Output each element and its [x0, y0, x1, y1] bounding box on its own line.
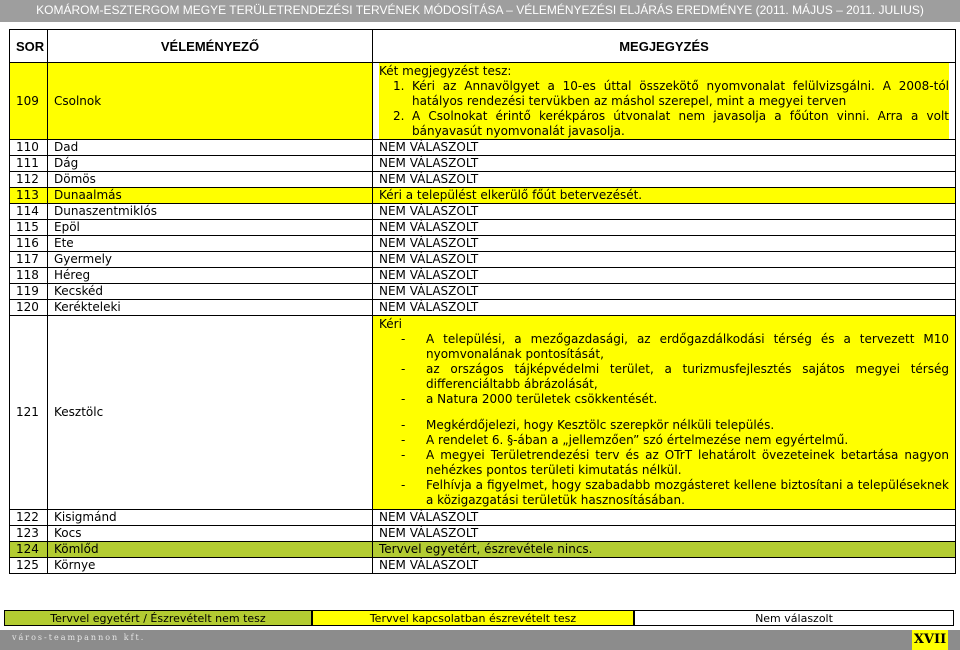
row-name: Dömös [48, 172, 373, 188]
row-name: Csolnok [48, 63, 373, 140]
comment-intro: Kéri [379, 317, 402, 331]
table-row [10, 252, 956, 268]
table-row [10, 284, 956, 300]
list-item: - Megkérdőjelezi, hogy Kesztölc szerepkör nélküli település. [401, 418, 775, 432]
table-row [10, 300, 956, 316]
row-number: 124 [10, 542, 48, 558]
list-item: 1. Kéri az Annavölgyet a 10-es úttal összekötő nyomvonalat felülvizsgálni. A 2008-tól hatályos rendezési tervükben az máshol szerepel, mint a megyei terven [393, 79, 949, 108]
row-comment: Tervvel egyetért, észrevétele nincs. [373, 542, 956, 558]
table-row [10, 236, 956, 252]
row-comment: Kéri a települést elkerülő főút betervezését. [373, 188, 956, 204]
row-number: 113 [10, 188, 48, 204]
row-number: 123 [10, 526, 48, 542]
row-comment: NEM VÁLASZOLT [373, 300, 956, 316]
row-name: Ete [48, 236, 373, 252]
table-row [10, 172, 956, 188]
row-comment: NEM VÁLASZOLT [373, 236, 956, 252]
row-comment [373, 63, 956, 140]
list-item: 2. A Csolnokat érintő kerékpáros útvonalat nem javasolja a főúton vinni. Arra a volt bányavasút nyomvonalát javasolja. [393, 109, 949, 138]
row-comment: NEM VÁLASZOLT [373, 268, 956, 284]
row-comment: NEM VÁLASZOLT [373, 252, 956, 268]
row-number: 119 [10, 284, 48, 300]
row-number: 120 [10, 300, 48, 316]
row-number: 110 [10, 140, 48, 156]
table-row [10, 316, 956, 510]
row-name: Kisigmánd [48, 510, 373, 526]
table-header-row [10, 30, 956, 63]
row-name: Kömlőd [48, 542, 373, 558]
row-name: Kecskéd [48, 284, 373, 300]
legend-white: Nem válaszolt [634, 610, 954, 626]
comment-list [379, 332, 949, 407]
col-header-megjegyzes: MEGJEGYZÉS [373, 30, 956, 63]
comment-list [379, 79, 949, 139]
table-row [10, 542, 956, 558]
row-number: 118 [10, 268, 48, 284]
row-number: 111 [10, 156, 48, 172]
table-row [10, 220, 956, 236]
row-name: Kocs [48, 526, 373, 542]
color-legend [4, 610, 954, 626]
row-name: Környe [48, 558, 373, 574]
col-header-sor: SOR [10, 30, 48, 63]
row-number: 122 [10, 510, 48, 526]
table-row [10, 510, 956, 526]
row-number: 116 [10, 236, 48, 252]
row-comment: NEM VÁLASZOLT [373, 204, 956, 220]
row-name: Dág [48, 156, 373, 172]
row-comment: NEM VÁLASZOLT [373, 156, 956, 172]
list-item: - a Natura 2000 területek csökkentését. [401, 392, 658, 406]
row-comment: NEM VÁLASZOLT [373, 172, 956, 188]
table-row [10, 156, 956, 172]
document-title: KOMÁROM-ESZTERGOM MEGYE TERÜLETRENDEZÉSI TERVÉNEK MÓDOSÍTÁSA – VÉLEMÉNYEZÉSI ELJÁRÁS EREDMÉNYE (2011. MÁJUS – 2011. JULIUS) [36, 3, 924, 17]
row-name: Kerékteleki [48, 300, 373, 316]
list-item: - Felhívja a figyelmet, hogy szabadabb mozgásteret kellene biztosítani a településeknek a közigazgatási területük hasznosításában. [401, 478, 949, 507]
row-name: Héreg [48, 268, 373, 284]
document-header-bar [0, 0, 960, 22]
row-comment: NEM VÁLASZOLT [373, 558, 956, 574]
company-brand: város-teampannon kft. [12, 633, 146, 642]
legend-green: Tervvel egyetért / Észrevételt nem tesz [4, 610, 312, 626]
row-comment: NEM VÁLASZOLT [373, 140, 956, 156]
list-item: - A rendelet 6. §-ában a „jellemzően” szó értelmezése nem egyértelmű. [401, 433, 849, 447]
row-name: Kesztölc [48, 316, 373, 510]
row-name: Dunaszentmiklós [48, 204, 373, 220]
list-item: - A megyei Területrendezési terv és az OTrT lehatárolt övezeteinek betartása nagyon nehézkes pontos területi kimutatás nélkül. [401, 448, 949, 477]
row-number: 115 [10, 220, 48, 236]
page-footer [0, 630, 960, 650]
table-row [10, 268, 956, 284]
col-header-velemenyezo: VÉLEMÉNYEZŐ [48, 30, 373, 63]
row-number: 114 [10, 204, 48, 220]
page-number: XVII [912, 630, 948, 650]
table-row [10, 526, 956, 542]
row-name: Gyermely [48, 252, 373, 268]
legend-yellow: Tervvel kapcsolatban észrevételt tesz [312, 610, 634, 626]
table-row [10, 188, 956, 204]
row-name: Dad [48, 140, 373, 156]
row-comment: NEM VÁLASZOLT [373, 526, 956, 542]
row-number: 125 [10, 558, 48, 574]
row-comment: NEM VÁLASZOLT [373, 510, 956, 526]
row-number: 109 [10, 63, 48, 140]
list-item: - A települési, a mezőgazdasági, az erdőgazdálkodási térség és a tervezett M10 nyomvonalának pontosítását, [401, 332, 949, 361]
opinions-table [9, 29, 956, 574]
row-comment: NEM VÁLASZOLT [373, 284, 956, 300]
row-name: Epöl [48, 220, 373, 236]
row-number: 117 [10, 252, 48, 268]
table-row [10, 140, 956, 156]
row-comment [373, 316, 956, 510]
comment-intro: Két megjegyzést tesz: [379, 64, 512, 78]
row-comment: NEM VÁLASZOLT [373, 220, 956, 236]
row-number: 121 [10, 316, 48, 510]
list-item: - az országos tájképvédelmi terület, a turizmusfejlesztés sajátos megyei térség differenciáltabb ábrázolását, [401, 362, 949, 391]
comment-list [379, 418, 949, 508]
row-name: Dunaalmás [48, 188, 373, 204]
table-row [10, 558, 956, 574]
table-row [10, 204, 956, 220]
table-row [10, 63, 956, 140]
row-number: 112 [10, 172, 48, 188]
